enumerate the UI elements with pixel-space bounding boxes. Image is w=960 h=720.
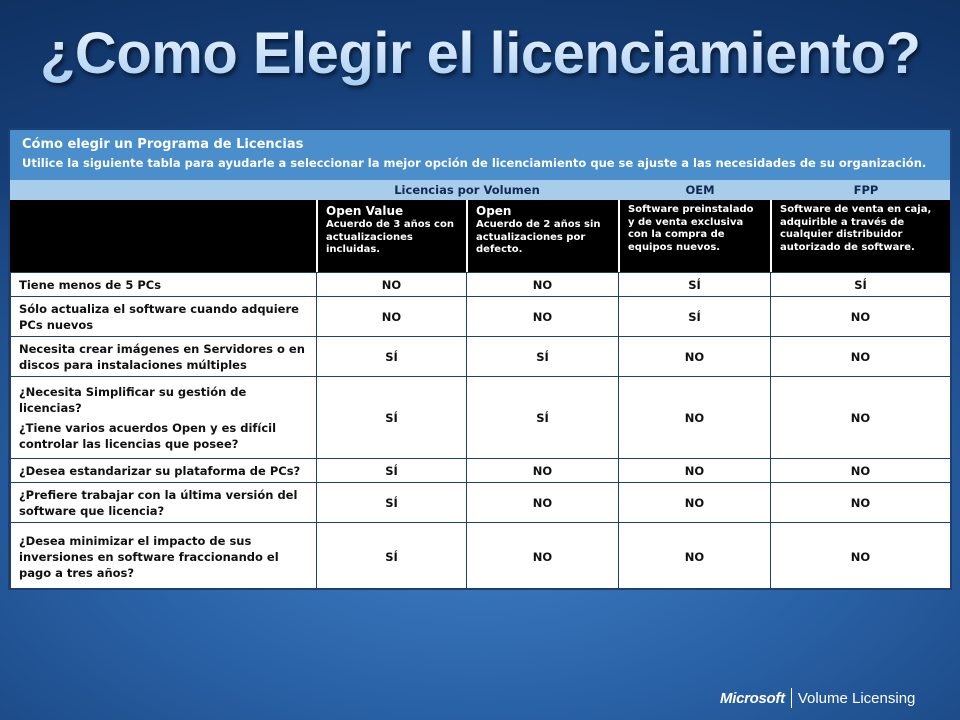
answer-cell: NO: [619, 459, 771, 483]
answer-cell: NO: [317, 273, 467, 297]
option-desc: Acuerdo de 2 años sin actualizaciones por defecto.: [476, 219, 601, 255]
table-row: [11, 377, 951, 459]
answer-cell: SÍ: [317, 459, 467, 483]
microsoft-logo: Microsoft: [720, 689, 785, 707]
answer-cell: NO: [619, 483, 771, 523]
row-question: ¿Prefiere trabajar con la última versión del software que licencia?: [11, 483, 317, 523]
category-volume: Licencias por Volumen: [394, 183, 540, 197]
brand-product: Volume Licensing: [797, 689, 916, 707]
answer-cell: NO: [771, 377, 951, 459]
option-name: Open: [476, 204, 512, 218]
footer-brand: [720, 686, 915, 710]
answer-cell: NO: [317, 297, 467, 337]
row-question: ¿Desea estandarizar su plataforma de PCs?: [11, 459, 317, 483]
option-open-value: [316, 200, 466, 272]
table-heading: Cómo elegir un Programa de Licencias: [22, 137, 304, 152]
option-desc: Software de venta en caja, adquirible a través de cualquier distribuidor autorizado de software.: [780, 204, 932, 253]
table-row: [11, 459, 951, 483]
row-question: ¿Desea minimizar el impacto de sus inversiones en software fraccionando el pago a tres años?: [11, 523, 317, 591]
table-row: [11, 297, 951, 337]
question-part: ¿Necesita Simplificar su gestión de licencias?: [19, 384, 247, 415]
answer-cell: NO: [619, 337, 771, 377]
row-question: [11, 377, 317, 459]
answer-cell: NO: [467, 459, 619, 483]
answer-cell: NO: [771, 523, 951, 591]
answer-cell: SÍ: [467, 337, 619, 377]
table-row: [11, 273, 951, 297]
answer-cell: NO: [619, 523, 771, 591]
licensing-table: [8, 128, 952, 590]
row-question: Tiene menos de 5 PCs: [11, 273, 317, 297]
option-open: [466, 200, 618, 272]
category-row: [10, 180, 950, 200]
answer-cell: NO: [619, 377, 771, 459]
category-spacer: [10, 180, 316, 200]
answer-cell: NO: [467, 273, 619, 297]
table-row: [11, 483, 951, 523]
options-row: [10, 200, 950, 272]
answer-cell: NO: [771, 337, 951, 377]
option-oem: [618, 200, 770, 272]
table-row: [11, 523, 951, 591]
options-spacer: [10, 200, 316, 272]
row-question: Sólo actualiza el software cuando adquiere PCs nuevos: [11, 297, 317, 337]
table-row: [11, 337, 951, 377]
table-header: [10, 130, 950, 180]
answer-cell: NO: [771, 297, 951, 337]
option-name: Open Value: [326, 204, 404, 218]
answer-cell: SÍ: [317, 377, 467, 459]
table-subheading: Utilice la siguiente tabla para ayudarle a seleccionar la mejor opción de licenciamiento que se ajuste a las necesidades de su organización.: [22, 156, 927, 170]
option-desc: Software preinstalado y de venta exclusiva con la compra de equipos nuevos.: [628, 204, 754, 253]
option-fpp: [770, 200, 950, 272]
answer-cell: SÍ: [619, 297, 771, 337]
answer-cell: SÍ: [771, 273, 951, 297]
answer-cell: NO: [771, 459, 951, 483]
answer-cell: SÍ: [619, 273, 771, 297]
answer-cell: NO: [771, 483, 951, 523]
option-desc: Acuerdo de 3 años con actualizaciones incluidas.: [326, 219, 454, 255]
slide-title: ¿Como Elegir el licenciamiento?: [40, 21, 921, 86]
answer-cell: SÍ: [467, 377, 619, 459]
answer-cell: NO: [467, 483, 619, 523]
answer-cell: NO: [467, 523, 619, 591]
comparison-matrix: [10, 272, 951, 590]
answer-cell: SÍ: [317, 523, 467, 591]
answer-cell: NO: [467, 297, 619, 337]
question-part: ¿Tiene varios acuerdos Open y es difícil controlar las licencias que posee?: [19, 420, 277, 451]
category-fpp: FPP: [853, 183, 879, 197]
answer-cell: SÍ: [317, 483, 467, 523]
category-oem: OEM: [685, 183, 715, 197]
brand-divider: [791, 688, 792, 708]
answer-cell: SÍ: [317, 337, 467, 377]
row-question: Necesita crear imágenes en Servidores o en discos para instalaciones múltiples: [11, 337, 317, 377]
